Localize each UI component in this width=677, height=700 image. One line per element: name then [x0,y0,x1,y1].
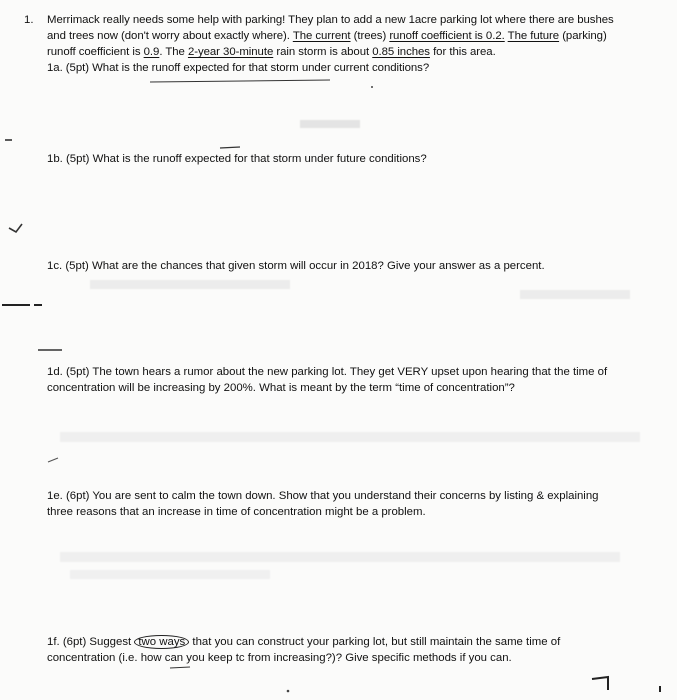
text-segment: runoff coefficient is [47,46,144,58]
underlined-text: 0.9 [143,46,160,58]
text-segment: . The [159,46,188,58]
underlined-text: 2-year 30-minute [187,46,274,58]
pen-underline-1a [150,80,330,82]
circled-phrase: two ways [134,635,189,649]
text-segment: 1a. (5pt) What is the runoff expected for that storm under current conditions? [47,62,430,74]
subquestion-1f-pre: 1f. (6pt) Suggest [47,636,135,648]
subquestion-1f-post: that you can construct your parking lot, but still maintain the same time of [189,636,561,648]
corner-bracket-mark [592,677,608,690]
text-segment: Merrimack really needs some help with parking! They plan to add a new 1acre parking lot where there are bushes [47,14,614,26]
subquestion-1b-text: 1b. (5pt) What is the runoff expected for that storm under future conditions? [47,153,427,165]
underlined-text: The current [292,30,351,42]
scan-dot [287,690,290,693]
text-segment: (parking) [559,30,607,42]
text-segment: rain storm is about [273,46,373,58]
text-segment: and trees now (don't worry about exactly where). [47,30,293,42]
subquestion-1d-line2: concentration will be increasing by 200%. What is meant by the term “time of concentration”? [47,382,515,394]
underlined-text: The future [507,30,560,42]
text-segment: (trees) [350,30,390,42]
question-number: 1. [24,14,34,26]
subquestion-1d-line1: 1d. (5pt) The town hears a rumor about the new parking lot. They get VERY upset upon hearing that the time of [47,366,608,378]
text-segment: for this area. [429,46,496,58]
subquestion-1e-line2: three reasons that an increase in time of concentration might be a problem. [47,506,426,518]
scan-dot [371,86,373,88]
pen-bar-1b [220,147,240,148]
left-mark-slash [48,458,58,462]
pen-underline-1f [170,667,190,668]
subquestion-1c-text: 1c. (5pt) What are the chances that given storm will occur in 2018? Give your answer as a percent. [47,260,545,272]
underlined-text: runoff coefficient is 0.2. [389,30,505,42]
subquestion-1e-line1: 1e. (6pt) You are sent to calm the town down. Show that you understand their concerns by listing & explaining [47,490,599,502]
left-check-mark [9,224,22,232]
underlined-text: 0.85 inches [372,46,430,58]
subquestion-1f-line2: concentration (i.e. how can you keep tc from increasing?)? Give specific methods if you can. [47,652,512,664]
